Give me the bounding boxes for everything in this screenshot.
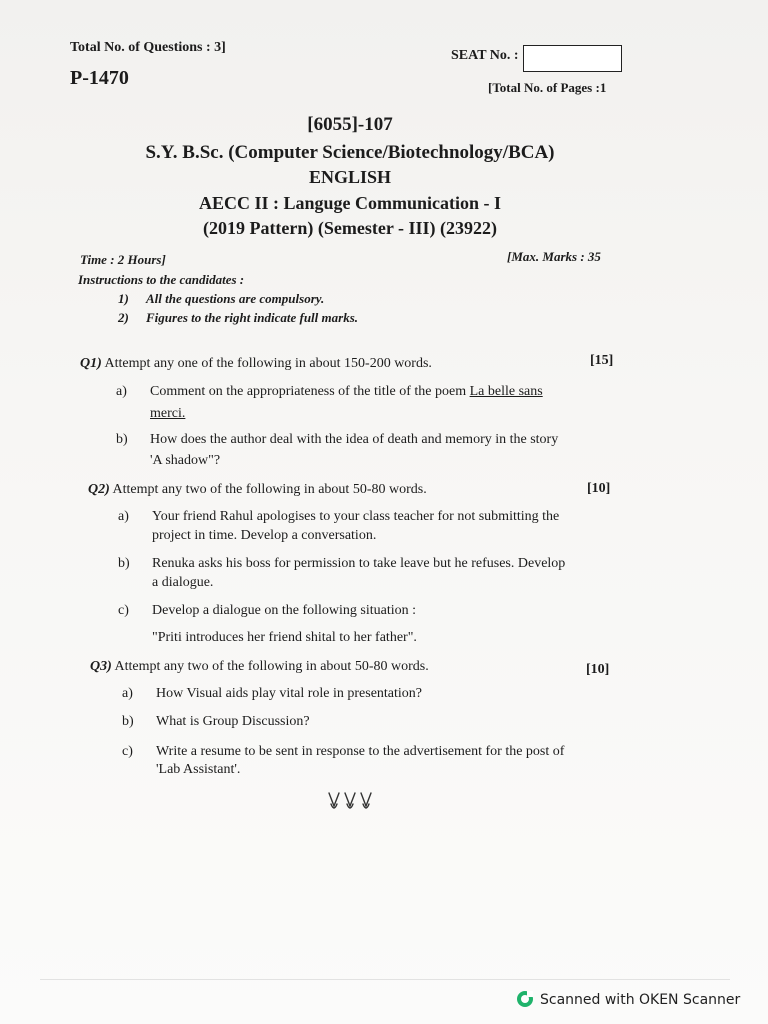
scanner-text: Scanned with OKEN Scanner (540, 992, 741, 1008)
question-marks: [10] (587, 481, 611, 496)
max-marks: [Max. Marks : 35 (507, 249, 601, 264)
pattern-title: (2019 Pattern) (Semester - III) (23922) (202, 218, 498, 238)
oken-scanner-logo-icon (516, 990, 534, 1008)
poem-title: La belle sans (469, 384, 543, 399)
option-text: "Priti introduces her friend shital to her father". (152, 630, 417, 645)
end-of-paper-symbol-icon (326, 790, 376, 814)
total-questions: Total No. of Questions : 3] (70, 40, 226, 55)
seat-label: SEAT No. : (451, 48, 519, 63)
subject-title: ENGLISH (308, 167, 392, 187)
question-number: Q1) (80, 356, 102, 371)
option-text: 'A shadow"? (150, 453, 221, 468)
question-3 (90, 659, 429, 675)
option-text: a dialogue. (152, 575, 214, 590)
question-2 (88, 482, 427, 498)
option-text: project in time. Develop a conversation. (152, 528, 377, 543)
option-letter: c) (118, 603, 129, 618)
poem-title-continued: merci. (150, 406, 186, 421)
question-marks: [15] (590, 353, 614, 368)
time-limit: Time : 2 Hours] (80, 252, 166, 267)
option-letter: a) (122, 686, 133, 701)
instruction-number: 1) (118, 291, 129, 306)
question-marks: [10] (586, 662, 610, 677)
option-text: What is Group Discussion? (156, 714, 310, 729)
instruction-number: 2) (118, 310, 129, 325)
course-title: S.Y. B.Sc. (Computer Science/Biotechnology/BCA) (145, 142, 555, 163)
question-text: Attempt any two of the following in about 50-80 words. (114, 659, 429, 674)
option-text: How Visual aids play vital role in presentation? (156, 686, 423, 701)
question-text: Attempt any one of the following in about 150-200 words. (104, 356, 432, 371)
option-text: How does the author deal with the idea of death and memory in the story (150, 432, 559, 447)
option-text: Renuka asks his boss for permission to take leave but he refuses. Develop (152, 556, 566, 571)
instructions-heading: Instructions to the candidates : (78, 272, 245, 287)
instruction-text: Figures to the right indicate full marks. (146, 310, 359, 325)
total-pages: [Total No. of Pages :1 (488, 80, 607, 95)
question-number: Q2) (88, 482, 110, 497)
option-letter: a) (116, 384, 127, 399)
exam-code: [6055]-107 (307, 114, 393, 135)
option-letter: b) (116, 432, 128, 447)
option-letter: c) (122, 744, 133, 759)
paper-title: AECC II : Languge Communication - I (198, 193, 502, 213)
option-text: Develop a dialogue on the following situation : (152, 603, 417, 618)
scanner-watermark (516, 990, 740, 1008)
page-edge-line (40, 979, 730, 980)
option-letter: b) (122, 714, 134, 729)
question-1 (80, 356, 432, 372)
instruction-text: All the questions are compulsory. (146, 291, 325, 306)
option-letter: a) (118, 509, 129, 524)
question-text: Attempt any two of the following in about 50-80 words. (112, 482, 427, 497)
seat-number-box (523, 45, 622, 72)
question-number: Q3) (90, 659, 112, 674)
option-text: Write a resume to be sent in response to the advertisement for the post of (156, 744, 565, 759)
option-letter: b) (118, 556, 130, 571)
paper-code: P-1470 (70, 67, 129, 89)
option-text: 'Lab Assistant'. (156, 762, 241, 777)
option-text: Comment on the appropriateness of the title of the poem (150, 384, 470, 399)
option-text: Your friend Rahul apologises to your class teacher for not submitting the (152, 509, 560, 524)
